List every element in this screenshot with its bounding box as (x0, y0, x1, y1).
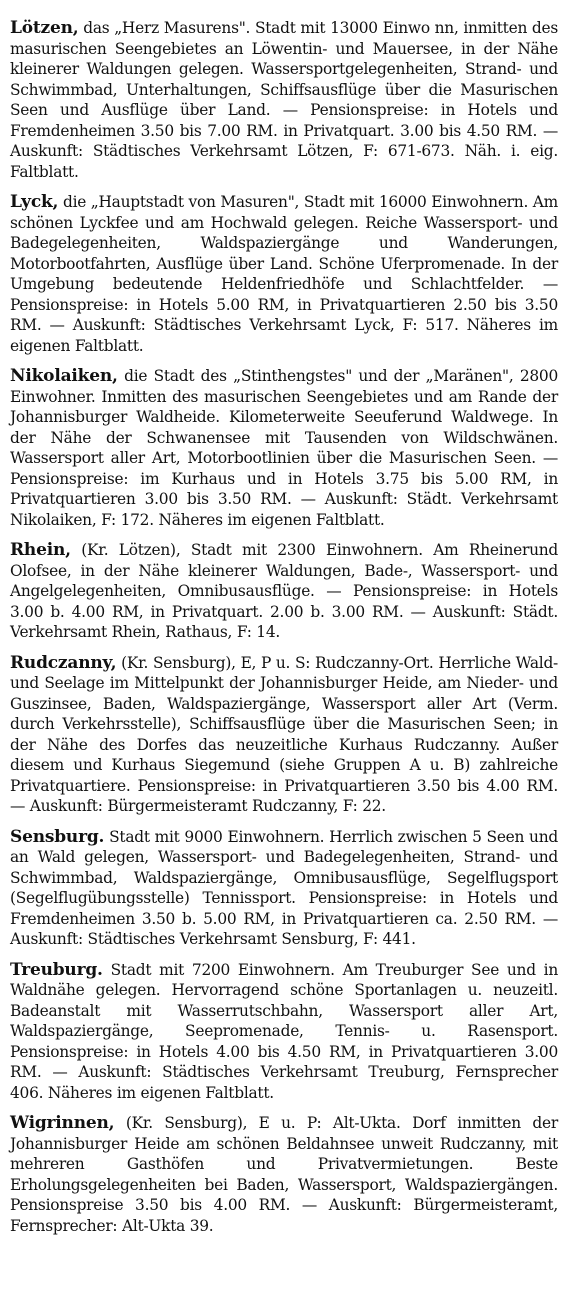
entry-body: (Kr. Lötzen), Stadt mit 2300 Einwohnern. Am Rheinerund Olofsee, in der Nähe kleinerer Waldungen, Bade-, Wassersport- und Angelgelegenheiten, Omnibusausflüge. — Pensionspreise: in Hotels 3.00 b. 4.00 RM, in Privatquart. 2.00 b. 3.00 RM. — Auskunft: Städt. Verkehrsamt Rhein, Rathaus, F: 14. (10, 541, 558, 641)
entry-body: (Kr. Sensburg), E u. P: Alt-Ukta. Dorf inmitten der Johannisburger Heide am schönen Beldahnsee unweit Rudczanny, mit mehreren Gasthöfen und Privatvermietungen. Beste Erholungsgelegenheiten bei Baden, Wassersport, Waldspaziergängen. Pensionspreise 3.50 bis 4.00 RM. — Auskunft: Bürgermeisteramt, Fernsprecher: Alt-Ukta 39. (10, 1114, 558, 1235)
entry-body: Stadt mit 9000 Einwohnern. Herrlich zwischen 5 Seen und an Wald gelegen, Wassersport- und Badegelegenheiten, Strand- und Schwimmbad, Waldspaziergänge, Omnibusausflüge, Segelflugsport (Segelflugübungsstelle) Tennissport. Pensionspreise: in Hotels und Fremdenheimen 3.50 b. 5.00 RM, in Privatquartieren ca. 2.50 RM. — Auskunft: Städtisches Verkehrsamt Sensburg, F: 441. (10, 827, 558, 948)
entry-title: Rudczanny, (10, 652, 117, 673)
entry-body: Stadt mit 7200 Einwohnern. Am Treuburger See und in Waldnähe gelegen. Hervorragend schöne Sportanlagen u. neuzeitl. Badeanstalt mit Wasserrutschbahn, Wassersport aller Art, Waldspaziergänge, Seepromenade, Tennis- u. Rasensport. Pensionspreise: in Hotels 4.00 bis 4.50 RM, in Privatquartieren 3.00 RM. — Auskunft: Städtisches Verkehrsamt Treuburg, Fernsprecher 406. Näheres im eigenen Faltblatt. (10, 960, 558, 1102)
entry-title: Nikolaiken, (10, 366, 118, 386)
entry-lyck (10, 192, 558, 356)
entry-body: die „Hauptstadt von Masuren", Stadt mit 16000 Einwohnern. Am schönen Lyckfee und am Hochwald gelegen. Reiche Wassersport- und Badegelegenheiten, Waldspaziergänge und Wanderungen, Motorbootfahrten, Ausflüge über Land. Schöne Uferpromenade. In der Umgebung bedeutende Heldenfriedhöfe und Schlachtfelder. — Pensionspreise: in Hotels 5.00 RM, in Privatquartieren 2.50 bis 3.50 RM. — Auskunft: Städtisches Verkehrsamt Lyck, F: 517. Näheres im eigenen Faltblatt. (10, 193, 558, 355)
entry-nikolaiken (10, 366, 558, 530)
entry-wigrinnen (10, 1113, 558, 1236)
entry-sensburg (10, 827, 558, 950)
entry-body: die Stadt des „Stinthengstes" und der „Maränen", 2800 Einwohner. Inmitten des masurischen Seengebietes und am Rande der Johannisburger Waldheide. Kilometerweite Seeuferund Waldwege. In der Nähe der Schwanensee mit Tausenden von Wildschwänen. Wassersport aller Art, Motorbootlinien über die Masurischen Seen. — Pensionspreise: im Kurhaus und in Hotels 3.75 bis 5.00 RM, in Privatquartieren 3.00 bis 3.50 RM. — Auskunft: Städt. Verkehrsamt Nikolaiken, F: 172. Näheres im eigenen Faltblatt. (10, 367, 558, 529)
entry-loetzen (10, 18, 558, 182)
entry-title: Lyck, (10, 192, 59, 212)
entry-title: Wigrinnen, (10, 1113, 115, 1133)
entry-rudczanny (10, 653, 558, 817)
entry-title: Sensburg. (10, 826, 105, 847)
entry-body: (Kr. Sensburg), E, P u. S: Rudczanny-Ort. Herrliche Wald- und Seelage im Mittelpunkt der Johannisburger Heide, am Nieder- und Guszinsee, Baden, Waldspaziergänge, Wassersport aller Art (Verm. durch Verkehrsstelle), Schiffsausflüge über die Masurischen Seen; in der Nähe des Dorfes das neuzeitliche Kurhaus Rudczanny. Außer diesem und Kurhaus Siegemund (siehe Gruppen A u. B) zahlreiche Privatquartiere. Pensionspreise: in Privatquartieren 3.50 bis 4.00 RM. — Auskunft: Bürgermeisteramt Rudczanny, F: 22. (10, 653, 558, 815)
entry-rhein (10, 540, 558, 643)
page-column (10, 18, 558, 1246)
entry-treuburg (10, 960, 558, 1104)
entry-title: Treuburg. (10, 959, 103, 980)
entry-body: das „Herz Masurens". Stadt mit 13000 Einwo nn, inmitten des masurischen Seengebietes an Löwentin- und Mauersee, in der Nähe kleinerer Waldungen gelegen. Wassersportgelegenheiten, Strand- und Schwimmbad, Unterhaltungen, Schiffsausflüge über die Masurischen Seen und Ausflüge über Land. — Pensionspreise: in Hotels und Fremdenheimen 3.50 bis 7.00 RM. in Privatquart. 3.00 bis 4.50 RM. — Auskunft: Städtisches Verkehrsamt Lötzen, F: 671-673. Näh. i. eig. Faltblatt. (10, 19, 558, 181)
entry-title: Lötzen, (10, 18, 79, 38)
entry-title: Rhein, (10, 540, 71, 560)
